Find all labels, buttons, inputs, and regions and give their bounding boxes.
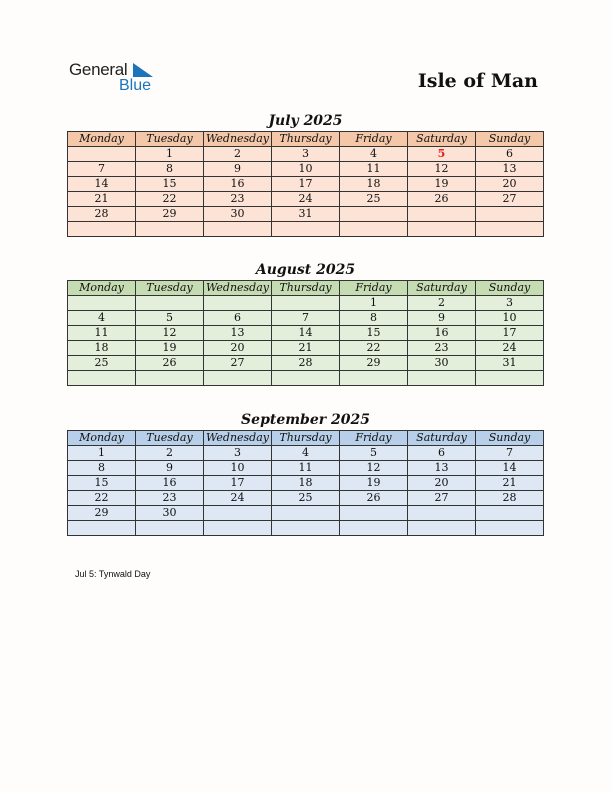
day-cell: 22 (340, 341, 408, 356)
day-cell: 1 (136, 147, 204, 162)
day-cell: 3 (476, 296, 544, 311)
empty-day-cell (408, 207, 476, 222)
weekday-header: Wednesday (204, 132, 272, 147)
weekday-header: Tuesday (136, 431, 204, 446)
day-cell: 15 (340, 326, 408, 341)
month-title: August 2025 (255, 262, 356, 278)
day-cell: 4 (340, 147, 408, 162)
day-cell: 17 (476, 326, 544, 341)
week-row (68, 521, 544, 536)
day-cell: 1 (68, 446, 136, 461)
day-cell: 29 (68, 506, 136, 521)
weekday-header: Saturday (408, 431, 476, 446)
day-cell: 28 (272, 356, 340, 371)
month-september (67, 411, 544, 536)
day-cell: 21 (68, 192, 136, 207)
day-cell: 22 (68, 491, 136, 506)
day-cell: 5 (340, 446, 408, 461)
day-cell: 9 (408, 311, 476, 326)
day-cell: 15 (136, 177, 204, 192)
day-cell: 21 (272, 341, 340, 356)
empty-day-cell (204, 222, 272, 237)
day-cell: 24 (272, 192, 340, 207)
day-cell: 27 (408, 491, 476, 506)
day-cell: 26 (408, 192, 476, 207)
empty-day-cell (136, 371, 204, 386)
empty-day-cell (204, 506, 272, 521)
calendar-table (67, 430, 544, 536)
empty-day-cell (272, 222, 340, 237)
day-cell: 25 (272, 491, 340, 506)
day-cell: 18 (340, 177, 408, 192)
day-cell: 2 (136, 446, 204, 461)
calendar-table (67, 280, 544, 386)
day-cell: 12 (408, 162, 476, 177)
weekday-header: Monday (68, 431, 136, 446)
week-row (68, 326, 544, 341)
day-cell: 11 (68, 326, 136, 341)
day-cell: 8 (340, 311, 408, 326)
day-cell: 25 (68, 356, 136, 371)
day-cell: 13 (408, 461, 476, 476)
weekday-header-row (68, 281, 544, 296)
day-cell: 27 (476, 192, 544, 207)
day-cell: 21 (476, 476, 544, 491)
week-row (68, 207, 544, 222)
day-cell: 30 (408, 356, 476, 371)
day-cell: 7 (272, 311, 340, 326)
day-cell: 11 (340, 162, 408, 177)
day-cell: 14 (272, 326, 340, 341)
weekday-header: Tuesday (136, 132, 204, 147)
calendar-table (67, 131, 544, 237)
empty-day-cell (136, 296, 204, 311)
day-cell: 7 (476, 446, 544, 461)
week-row (68, 341, 544, 356)
empty-day-cell (204, 371, 272, 386)
day-cell: 4 (272, 446, 340, 461)
week-row (68, 461, 544, 476)
empty-day-cell (408, 506, 476, 521)
day-cell: 12 (340, 461, 408, 476)
day-cell: 3 (204, 446, 272, 461)
empty-day-cell (136, 222, 204, 237)
month-august (67, 261, 544, 386)
logo-general-text: General (69, 60, 128, 79)
day-cell: 20 (204, 341, 272, 356)
empty-day-cell (340, 506, 408, 521)
day-cell: 17 (272, 177, 340, 192)
week-row (68, 162, 544, 177)
weekday-header: Sunday (476, 431, 544, 446)
day-cell: 10 (476, 311, 544, 326)
week-row (68, 476, 544, 491)
weekday-header: Thursday (272, 431, 340, 446)
day-cell: 18 (68, 341, 136, 356)
logo-triangle-icon (133, 63, 153, 77)
weekday-header: Saturday (408, 281, 476, 296)
week-row (68, 356, 544, 371)
day-cell: 8 (68, 461, 136, 476)
day-cell: 6 (204, 311, 272, 326)
day-cell: 27 (204, 356, 272, 371)
day-cell: 20 (408, 476, 476, 491)
empty-day-cell (340, 222, 408, 237)
empty-day-cell (272, 506, 340, 521)
day-cell: 6 (476, 147, 544, 162)
empty-day-cell (68, 371, 136, 386)
day-cell: 30 (204, 207, 272, 222)
week-row (68, 371, 544, 386)
holiday-notes (75, 569, 150, 579)
weekday-header: Friday (340, 431, 408, 446)
weekday-header: Friday (340, 132, 408, 147)
empty-day-cell (272, 521, 340, 536)
weekday-header-row (68, 431, 544, 446)
day-cell: 3 (272, 147, 340, 162)
empty-day-cell (340, 207, 408, 222)
day-cell: 10 (204, 461, 272, 476)
holiday-note: Jul 5: Tynwald Day (75, 569, 151, 579)
empty-day-cell (204, 296, 272, 311)
day-cell: 22 (136, 192, 204, 207)
week-row (68, 446, 544, 461)
day-cell: 24 (204, 491, 272, 506)
empty-day-cell (272, 371, 340, 386)
weekday-header: Sunday (476, 132, 544, 147)
day-cell: 20 (476, 177, 544, 192)
day-cell: 1 (340, 296, 408, 311)
empty-day-cell (476, 371, 544, 386)
day-cell: 16 (408, 326, 476, 341)
day-cell: 10 (272, 162, 340, 177)
logo-blue-text: Blue (119, 77, 152, 94)
day-cell: 23 (408, 341, 476, 356)
day-cell: 26 (136, 356, 204, 371)
generalblue-logo (69, 60, 169, 96)
day-cell: 16 (204, 177, 272, 192)
day-cell: 19 (136, 341, 204, 356)
day-cell: 29 (136, 207, 204, 222)
day-cell: 12 (136, 326, 204, 341)
weekday-header-row (68, 132, 544, 147)
month-july (67, 112, 544, 237)
day-cell: 17 (204, 476, 272, 491)
weekday-header: Sunday (476, 281, 544, 296)
empty-day-cell (476, 521, 544, 536)
day-cell: 24 (476, 341, 544, 356)
day-cell: 25 (340, 192, 408, 207)
day-cell: 18 (272, 476, 340, 491)
day-cell: 23 (204, 192, 272, 207)
week-row (68, 177, 544, 192)
week-row (68, 506, 544, 521)
empty-day-cell (136, 521, 204, 536)
day-cell: 5 (408, 147, 476, 162)
weekday-header: Friday (340, 281, 408, 296)
month-title: July 2025 (268, 113, 343, 129)
empty-day-cell (204, 521, 272, 536)
empty-day-cell (408, 222, 476, 237)
empty-day-cell (476, 506, 544, 521)
day-cell: 8 (136, 162, 204, 177)
day-cell: 14 (68, 177, 136, 192)
week-row (68, 296, 544, 311)
day-cell: 19 (340, 476, 408, 491)
day-cell: 28 (68, 207, 136, 222)
empty-day-cell (476, 222, 544, 237)
day-cell: 13 (476, 162, 544, 177)
week-row (68, 222, 544, 237)
day-cell: 15 (68, 476, 136, 491)
day-cell: 29 (340, 356, 408, 371)
empty-day-cell (340, 521, 408, 536)
day-cell: 30 (136, 506, 204, 521)
day-cell: 16 (136, 476, 204, 491)
week-row (68, 311, 544, 326)
empty-day-cell (272, 296, 340, 311)
day-cell: 13 (204, 326, 272, 341)
day-cell: 26 (340, 491, 408, 506)
day-cell: 19 (408, 177, 476, 192)
country-title: Isle of Man (417, 70, 538, 92)
month-title: September 2025 (241, 412, 370, 428)
day-cell: 14 (476, 461, 544, 476)
day-cell: 11 (272, 461, 340, 476)
empty-day-cell (408, 521, 476, 536)
empty-day-cell (68, 147, 136, 162)
empty-day-cell (68, 296, 136, 311)
day-cell: 2 (204, 147, 272, 162)
weekday-header: Wednesday (204, 281, 272, 296)
weekday-header: Tuesday (136, 281, 204, 296)
weekday-header: Thursday (272, 281, 340, 296)
day-cell: 6 (408, 446, 476, 461)
day-cell: 5 (136, 311, 204, 326)
day-cell: 31 (272, 207, 340, 222)
day-cell: 31 (476, 356, 544, 371)
weekday-header: Wednesday (204, 431, 272, 446)
weekday-header: Saturday (408, 132, 476, 147)
day-cell: 28 (476, 491, 544, 506)
weekday-header: Thursday (272, 132, 340, 147)
empty-day-cell (68, 222, 136, 237)
weekday-header: Monday (68, 281, 136, 296)
week-row (68, 147, 544, 162)
day-cell: 2 (408, 296, 476, 311)
day-cell: 7 (68, 162, 136, 177)
day-cell: 4 (68, 311, 136, 326)
empty-day-cell (408, 371, 476, 386)
week-row (68, 491, 544, 506)
day-cell: 9 (204, 162, 272, 177)
empty-day-cell (340, 371, 408, 386)
weekday-header: Monday (68, 132, 136, 147)
day-cell: 23 (136, 491, 204, 506)
week-row (68, 192, 544, 207)
day-cell: 9 (136, 461, 204, 476)
empty-day-cell (68, 521, 136, 536)
empty-day-cell (476, 207, 544, 222)
